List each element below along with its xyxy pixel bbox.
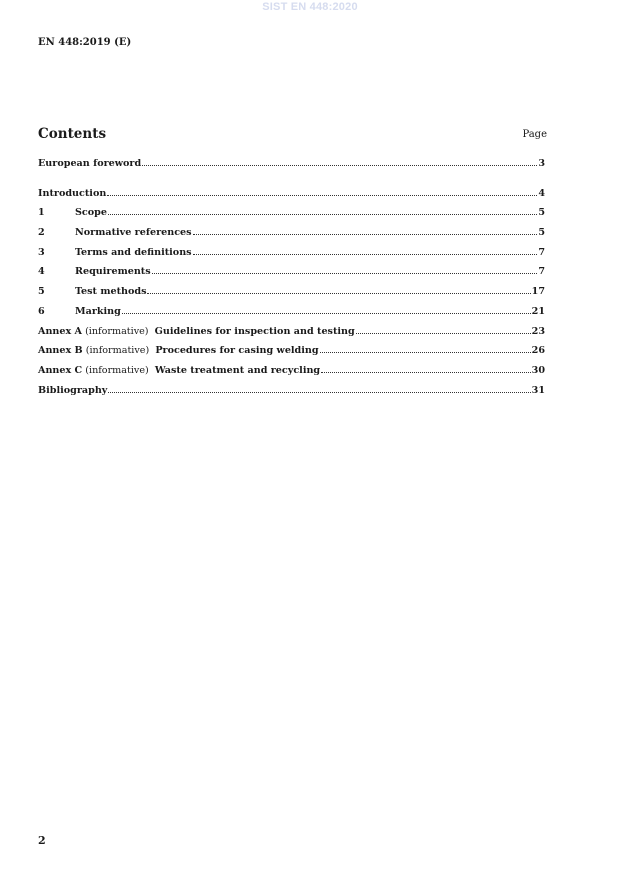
toc-entry-title: Guidelines for inspection and testing (154, 325, 355, 337)
toc-entry-title: Scope (75, 207, 107, 219)
toc-entry-number: 4 (38, 266, 45, 278)
toc-annex-entry[interactable] (38, 326, 545, 346)
toc-entry-title: Procedures for casing welding (155, 345, 319, 357)
dot-leader (321, 372, 530, 373)
toc-entry-title: Terms and definitions (75, 246, 192, 258)
toc-entry[interactable] (38, 306, 545, 326)
toc-entry[interactable] (38, 227, 545, 247)
contents-title: Contents (38, 126, 107, 142)
dot-leader (147, 293, 530, 294)
toc-entry-page: 30 (531, 364, 545, 376)
dot-leader (107, 195, 537, 196)
table-of-contents (38, 158, 545, 404)
toc-entry[interactable] (38, 266, 545, 286)
toc-annex-prefix (38, 345, 155, 356)
dot-leader (320, 352, 531, 353)
toc-entry[interactable] (38, 207, 545, 227)
toc-entry-title: Waste treatment and recycling (154, 364, 321, 376)
toc-annex-entry[interactable] (38, 345, 545, 365)
document-id: EN 448:2019 (E) (38, 37, 132, 48)
toc-entry-number: 1 (38, 207, 45, 219)
toc-entry-title: Bibliography (38, 384, 108, 396)
toc-annex-prefix (38, 365, 155, 376)
toc-entry-title: Test methods (75, 286, 147, 298)
dot-leader (193, 234, 538, 235)
toc-entry-title: Introduction (38, 187, 107, 199)
toc-entry[interactable] (38, 158, 545, 178)
toc-entry-page: 23 (531, 325, 545, 337)
toc-entry-page: 7 (538, 266, 545, 278)
toc-entry-number: 3 (38, 246, 45, 258)
toc-entry-page: 7 (538, 246, 545, 258)
dot-leader (152, 273, 538, 274)
dot-leader (193, 254, 538, 255)
toc-entry-title: Marking (75, 305, 121, 317)
toc-entry-title: European foreword (38, 158, 142, 169)
toc-entry-page: 26 (531, 345, 545, 357)
dot-leader (108, 392, 530, 393)
toc-entry-page: 21 (531, 305, 545, 317)
annex-label: Annex C (38, 364, 83, 376)
toc-entry-number: 2 (38, 227, 45, 239)
toc-entry-page: 17 (531, 286, 545, 298)
annex-type: (informative) (82, 364, 155, 376)
annex-type: (informative) (82, 325, 155, 337)
toc-entry-page: 5 (538, 207, 545, 219)
dot-leader (122, 313, 531, 314)
watermark: SIST EN 448:2020 (262, 1, 358, 13)
annex-label: Annex B (38, 345, 83, 357)
page-number: 2 (38, 834, 46, 847)
annex-type: (informative) (82, 345, 156, 357)
toc-entry-page: 5 (538, 227, 545, 239)
toc-entry[interactable] (38, 247, 545, 267)
toc-entry[interactable] (38, 286, 545, 306)
toc-entry-page: 3 (538, 158, 545, 169)
toc-annex-entry[interactable] (38, 365, 545, 385)
dot-leader (356, 333, 531, 334)
toc-entry[interactable] (38, 188, 545, 208)
toc-entry[interactable] (38, 385, 545, 405)
dot-leader (142, 165, 537, 166)
toc-entry-number: 6 (38, 305, 45, 317)
toc-entry-number: 5 (38, 286, 45, 298)
toc-entry-title: Requirements (75, 266, 151, 278)
dot-leader (108, 214, 537, 215)
toc-entry-page: 4 (538, 187, 545, 199)
page-column-label: Page (522, 129, 547, 140)
toc-entry-page: 31 (531, 384, 545, 396)
toc-entry-title: Normative references (75, 227, 192, 239)
annex-label: Annex A (38, 325, 83, 337)
toc-annex-prefix (38, 326, 155, 337)
